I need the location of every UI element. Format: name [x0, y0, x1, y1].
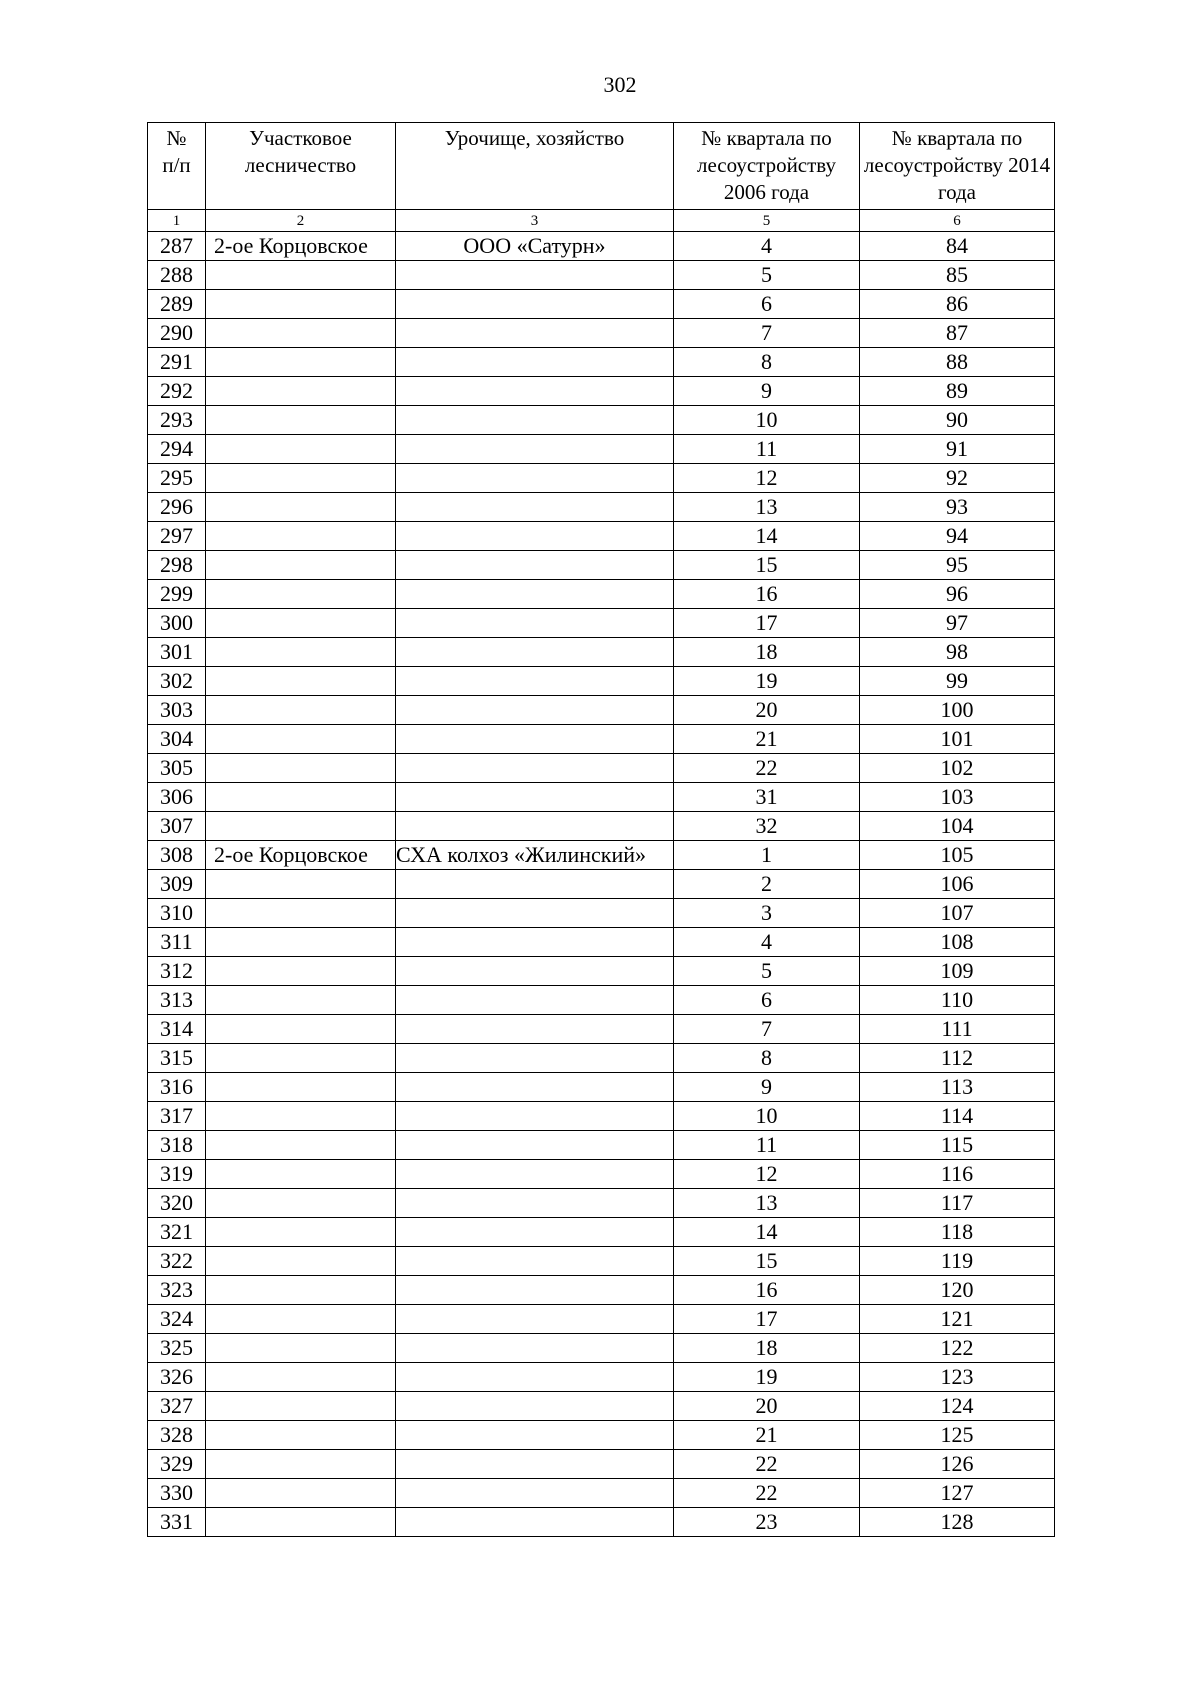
- row-number-cell: 310: [148, 899, 206, 928]
- tract-cell: [396, 580, 674, 609]
- quarter-2006-cell: 18: [674, 638, 860, 667]
- quarter-2014-cell: 103: [860, 783, 1055, 812]
- quarter-2014-cell: 100: [860, 696, 1055, 725]
- quarter-2006-cell: 7: [674, 319, 860, 348]
- tract-cell: [396, 1421, 674, 1450]
- row-number-cell: 323: [148, 1276, 206, 1305]
- tract-cell: [396, 1392, 674, 1421]
- table-row: [148, 522, 1055, 551]
- quarter-2014-cell: 98: [860, 638, 1055, 667]
- tract-cell: [396, 1044, 674, 1073]
- quarter-2014-cell: 88: [860, 348, 1055, 377]
- tract-cell: [396, 261, 674, 290]
- table-row: [148, 435, 1055, 464]
- quarter-2014-cell: 95: [860, 551, 1055, 580]
- row-number-cell: 290: [148, 319, 206, 348]
- quarter-2006-cell: 21: [674, 1421, 860, 1450]
- forestry-cell: [206, 870, 396, 899]
- table-row: [148, 986, 1055, 1015]
- quarter-2006-cell: 15: [674, 551, 860, 580]
- row-number-cell: 300: [148, 609, 206, 638]
- quarter-2014-cell: 125: [860, 1421, 1055, 1450]
- tract-cell: [396, 1218, 674, 1247]
- quarter-2014-cell: 120: [860, 1276, 1055, 1305]
- quarter-2006-cell: 22: [674, 754, 860, 783]
- row-number-cell: 312: [148, 957, 206, 986]
- quarter-2006-cell: 8: [674, 348, 860, 377]
- quarter-2006-cell: 13: [674, 1189, 860, 1218]
- tract-cell: [396, 290, 674, 319]
- tract-cell: СХА колхоз «Жилинский»: [396, 841, 674, 870]
- table-row: [148, 870, 1055, 899]
- row-number-cell: 324: [148, 1305, 206, 1334]
- row-number-cell: 293: [148, 406, 206, 435]
- quarter-2006-cell: 17: [674, 609, 860, 638]
- quarter-2006-cell: 9: [674, 377, 860, 406]
- quarter-2014-cell: 96: [860, 580, 1055, 609]
- row-number-cell: 328: [148, 1421, 206, 1450]
- table-row: [148, 551, 1055, 580]
- quarter-2006-cell: 6: [674, 290, 860, 319]
- tract-cell: [396, 1073, 674, 1102]
- quarter-2014-cell: 118: [860, 1218, 1055, 1247]
- quarter-2014-cell: 110: [860, 986, 1055, 1015]
- forestry-cell: [206, 551, 396, 580]
- forestry-cell: [206, 1189, 396, 1218]
- row-number-cell: 299: [148, 580, 206, 609]
- quarter-2006-cell: 10: [674, 406, 860, 435]
- page-number: 302: [603, 72, 637, 97]
- quarter-2014-cell: 99: [860, 667, 1055, 696]
- table-row: [148, 1015, 1055, 1044]
- header-quarter-2014: № квартала по лесоустройству 2014 года: [860, 123, 1055, 210]
- quarter-2014-cell: 86: [860, 290, 1055, 319]
- quarter-2014-cell: 94: [860, 522, 1055, 551]
- forest-quarters-table: [147, 122, 1055, 1537]
- table-row: [148, 464, 1055, 493]
- quarter-2006-cell: 19: [674, 1363, 860, 1392]
- header-row-number: № п/п: [148, 123, 206, 210]
- quarter-2006-cell: 12: [674, 464, 860, 493]
- forestry-cell: [206, 725, 396, 754]
- tract-cell: [396, 1450, 674, 1479]
- forestry-cell: [206, 261, 396, 290]
- tract-cell: [396, 928, 674, 957]
- quarter-2014-cell: 122: [860, 1334, 1055, 1363]
- forestry-cell: [206, 1102, 396, 1131]
- column-number-row: [148, 210, 1055, 232]
- forestry-cell: [206, 1450, 396, 1479]
- row-number-cell: 288: [148, 261, 206, 290]
- quarter-2006-cell: 19: [674, 667, 860, 696]
- quarter-2006-cell: 31: [674, 783, 860, 812]
- quarter-2006-cell: 17: [674, 1305, 860, 1334]
- quarter-2014-cell: 102: [860, 754, 1055, 783]
- tract-cell: [396, 348, 674, 377]
- row-number-cell: 313: [148, 986, 206, 1015]
- forestry-cell: [206, 1305, 396, 1334]
- row-number-cell: 318: [148, 1131, 206, 1160]
- tract-cell: [396, 783, 674, 812]
- quarter-2014-cell: 124: [860, 1392, 1055, 1421]
- quarter-2006-cell: 5: [674, 261, 860, 290]
- quarter-2014-cell: 114: [860, 1102, 1055, 1131]
- table-row: [148, 1102, 1055, 1131]
- table-row: [148, 261, 1055, 290]
- row-number-cell: 325: [148, 1334, 206, 1363]
- table-row: [148, 1479, 1055, 1508]
- quarter-2006-cell: 8: [674, 1044, 860, 1073]
- tract-cell: [396, 1479, 674, 1508]
- table-row: [148, 754, 1055, 783]
- quarter-2014-cell: 93: [860, 493, 1055, 522]
- forestry-cell: [206, 522, 396, 551]
- forestry-cell: [206, 1421, 396, 1450]
- table-row: [148, 899, 1055, 928]
- row-number-cell: 320: [148, 1189, 206, 1218]
- row-number-cell: 327: [148, 1392, 206, 1421]
- quarter-2014-cell: 89: [860, 377, 1055, 406]
- quarter-2006-cell: 16: [674, 1276, 860, 1305]
- row-number-cell: 309: [148, 870, 206, 899]
- row-number-cell: 294: [148, 435, 206, 464]
- column-number: 5: [674, 210, 860, 232]
- row-number-cell: 304: [148, 725, 206, 754]
- tract-cell: [396, 1102, 674, 1131]
- table-row: [148, 1450, 1055, 1479]
- row-number-cell: 292: [148, 377, 206, 406]
- tract-cell: [396, 667, 674, 696]
- forestry-cell: [206, 667, 396, 696]
- table-row: [148, 638, 1055, 667]
- header-quarter-2006: № квартала по лесоустройству 2006 года: [674, 123, 860, 210]
- quarter-2014-cell: 116: [860, 1160, 1055, 1189]
- table-row: [148, 957, 1055, 986]
- table-row: [148, 1218, 1055, 1247]
- row-number-cell: 322: [148, 1247, 206, 1276]
- quarter-2006-cell: 14: [674, 522, 860, 551]
- tract-cell: [396, 406, 674, 435]
- row-number-cell: 314: [148, 1015, 206, 1044]
- table-row: [148, 1131, 1055, 1160]
- quarter-2006-cell: 5: [674, 957, 860, 986]
- table-row: [148, 348, 1055, 377]
- quarter-2006-cell: 3: [674, 899, 860, 928]
- quarter-2014-cell: 121: [860, 1305, 1055, 1334]
- row-number-cell: 287: [148, 232, 206, 261]
- forestry-cell: [206, 696, 396, 725]
- row-number-cell: 308: [148, 841, 206, 870]
- row-number-cell: 317: [148, 1102, 206, 1131]
- row-number-cell: 301: [148, 638, 206, 667]
- row-number-cell: 329: [148, 1450, 206, 1479]
- quarter-2006-cell: 11: [674, 435, 860, 464]
- row-number-cell: 321: [148, 1218, 206, 1247]
- quarter-2014-cell: 112: [860, 1044, 1055, 1073]
- row-number-cell: 315: [148, 1044, 206, 1073]
- forestry-cell: 2-ое Корцовское: [206, 232, 396, 261]
- quarter-2006-cell: 15: [674, 1247, 860, 1276]
- tract-cell: [396, 1305, 674, 1334]
- forestry-cell: [206, 1247, 396, 1276]
- quarter-2006-cell: 13: [674, 493, 860, 522]
- forestry-cell: [206, 957, 396, 986]
- row-number-cell: 316: [148, 1073, 206, 1102]
- table-row: [148, 812, 1055, 841]
- column-number: 6: [860, 210, 1055, 232]
- forestry-cell: [206, 1218, 396, 1247]
- row-number-cell: 305: [148, 754, 206, 783]
- tract-cell: [396, 957, 674, 986]
- tract-cell: ООО «Сатурн»: [396, 232, 674, 261]
- row-number-cell: 319: [148, 1160, 206, 1189]
- forestry-cell: [206, 899, 396, 928]
- quarter-2014-cell: 119: [860, 1247, 1055, 1276]
- table-row: [148, 1189, 1055, 1218]
- quarter-2014-cell: 109: [860, 957, 1055, 986]
- table-row: [148, 1276, 1055, 1305]
- tract-cell: [396, 1276, 674, 1305]
- quarter-2014-cell: 107: [860, 899, 1055, 928]
- table-row: [148, 1044, 1055, 1073]
- table-row: [148, 696, 1055, 725]
- row-number-cell: 331: [148, 1508, 206, 1537]
- table-row: [148, 1421, 1055, 1450]
- column-number: 3: [396, 210, 674, 232]
- tract-cell: [396, 319, 674, 348]
- forestry-cell: [206, 580, 396, 609]
- forestry-cell: [206, 1479, 396, 1508]
- quarter-2014-cell: 101: [860, 725, 1055, 754]
- column-number: 1: [148, 210, 206, 232]
- row-number-cell: 289: [148, 290, 206, 319]
- quarter-2006-cell: 20: [674, 1392, 860, 1421]
- row-number-cell: 330: [148, 1479, 206, 1508]
- tract-cell: [396, 609, 674, 638]
- quarter-2014-cell: 105: [860, 841, 1055, 870]
- forestry-cell: [206, 1015, 396, 1044]
- table-body: [148, 232, 1055, 1537]
- header-tract: Урочище, хозяйство: [396, 123, 674, 210]
- table-row: [148, 1247, 1055, 1276]
- tract-cell: [396, 522, 674, 551]
- forestry-cell: [206, 638, 396, 667]
- tract-cell: [396, 638, 674, 667]
- forestry-cell: [206, 1508, 396, 1537]
- quarter-2006-cell: 22: [674, 1450, 860, 1479]
- row-number-cell: 302: [148, 667, 206, 696]
- quarter-2014-cell: 113: [860, 1073, 1055, 1102]
- tract-cell: [396, 1247, 674, 1276]
- tract-cell: [396, 812, 674, 841]
- quarter-2014-cell: 87: [860, 319, 1055, 348]
- tract-cell: [396, 1131, 674, 1160]
- tract-cell: [396, 1160, 674, 1189]
- quarter-2006-cell: 4: [674, 232, 860, 261]
- tract-cell: [396, 899, 674, 928]
- table-row: [148, 377, 1055, 406]
- quarter-2006-cell: 22: [674, 1479, 860, 1508]
- tract-cell: [396, 754, 674, 783]
- tract-cell: [396, 725, 674, 754]
- quarter-2014-cell: 104: [860, 812, 1055, 841]
- table-row: [148, 1305, 1055, 1334]
- quarter-2014-cell: 90: [860, 406, 1055, 435]
- table-row: [148, 1392, 1055, 1421]
- row-number-cell: 297: [148, 522, 206, 551]
- table-row: [148, 232, 1055, 261]
- row-number-cell: 311: [148, 928, 206, 957]
- tract-cell: [396, 1334, 674, 1363]
- table-row: [148, 725, 1055, 754]
- row-number-cell: 306: [148, 783, 206, 812]
- header-forestry: Участковое лесничество: [206, 123, 396, 210]
- quarter-2014-cell: 127: [860, 1479, 1055, 1508]
- table-row: [148, 1508, 1055, 1537]
- quarter-2014-cell: 115: [860, 1131, 1055, 1160]
- table-header-row: [148, 123, 1055, 210]
- quarter-2006-cell: 20: [674, 696, 860, 725]
- quarter-2006-cell: 6: [674, 986, 860, 1015]
- table-row: [148, 406, 1055, 435]
- forestry-cell: [206, 1073, 396, 1102]
- table-row: [148, 319, 1055, 348]
- tract-cell: [396, 377, 674, 406]
- forestry-cell: [206, 290, 396, 319]
- forestry-cell: [206, 1392, 396, 1421]
- quarter-2014-cell: 97: [860, 609, 1055, 638]
- table-row: [148, 928, 1055, 957]
- quarter-2006-cell: 21: [674, 725, 860, 754]
- quarter-2014-cell: 111: [860, 1015, 1055, 1044]
- quarter-2006-cell: 16: [674, 580, 860, 609]
- table-row: [148, 1073, 1055, 1102]
- forestry-cell: 2-ое Корцовское: [206, 841, 396, 870]
- tract-cell: [396, 435, 674, 464]
- tract-cell: [396, 1363, 674, 1392]
- row-number-cell: 326: [148, 1363, 206, 1392]
- table-row: [148, 290, 1055, 319]
- quarter-2006-cell: 9: [674, 1073, 860, 1102]
- forestry-cell: [206, 812, 396, 841]
- forestry-cell: [206, 377, 396, 406]
- quarter-2006-cell: 1: [674, 841, 860, 870]
- quarter-2006-cell: 14: [674, 1218, 860, 1247]
- quarter-2014-cell: 128: [860, 1508, 1055, 1537]
- column-number: 2: [206, 210, 396, 232]
- table-row: [148, 1334, 1055, 1363]
- forestry-cell: [206, 1363, 396, 1392]
- table-row: [148, 783, 1055, 812]
- forestry-cell: [206, 435, 396, 464]
- table-row: [148, 580, 1055, 609]
- quarter-2006-cell: 2: [674, 870, 860, 899]
- row-number-cell: 296: [148, 493, 206, 522]
- quarter-2014-cell: 91: [860, 435, 1055, 464]
- forestry-cell: [206, 464, 396, 493]
- tract-cell: [396, 1015, 674, 1044]
- quarter-2014-cell: 85: [860, 261, 1055, 290]
- quarter-2014-cell: 92: [860, 464, 1055, 493]
- forestry-cell: [206, 754, 396, 783]
- forestry-cell: [206, 1131, 396, 1160]
- forestry-cell: [206, 493, 396, 522]
- tract-cell: [396, 870, 674, 899]
- row-number-cell: 303: [148, 696, 206, 725]
- forestry-cell: [206, 1334, 396, 1363]
- forestry-cell: [206, 928, 396, 957]
- forestry-cell: [206, 986, 396, 1015]
- quarter-2006-cell: 32: [674, 812, 860, 841]
- quarter-2006-cell: 7: [674, 1015, 860, 1044]
- row-number-cell: 298: [148, 551, 206, 580]
- quarter-2014-cell: 117: [860, 1189, 1055, 1218]
- table-row: [148, 1160, 1055, 1189]
- tract-cell: [396, 1189, 674, 1218]
- tract-cell: [396, 464, 674, 493]
- forestry-cell: [206, 319, 396, 348]
- quarter-2006-cell: 18: [674, 1334, 860, 1363]
- quarter-2014-cell: 123: [860, 1363, 1055, 1392]
- table-row: [148, 609, 1055, 638]
- row-number-cell: 295: [148, 464, 206, 493]
- quarter-2014-cell: 106: [860, 870, 1055, 899]
- table-row: [148, 1363, 1055, 1392]
- quarter-2006-cell: 11: [674, 1131, 860, 1160]
- tract-cell: [396, 1508, 674, 1537]
- forestry-cell: [206, 1044, 396, 1073]
- table-row: [148, 493, 1055, 522]
- tract-cell: [396, 696, 674, 725]
- quarter-2014-cell: 126: [860, 1450, 1055, 1479]
- quarter-2014-cell: 84: [860, 232, 1055, 261]
- forestry-cell: [206, 1276, 396, 1305]
- tract-cell: [396, 493, 674, 522]
- table-row: [148, 841, 1055, 870]
- table-row: [148, 667, 1055, 696]
- quarter-2006-cell: 10: [674, 1102, 860, 1131]
- quarter-2006-cell: 23: [674, 1508, 860, 1537]
- tract-cell: [396, 986, 674, 1015]
- forestry-cell: [206, 783, 396, 812]
- forestry-cell: [206, 609, 396, 638]
- quarter-2006-cell: 12: [674, 1160, 860, 1189]
- forestry-cell: [206, 348, 396, 377]
- forestry-cell: [206, 406, 396, 435]
- tract-cell: [396, 551, 674, 580]
- quarter-2006-cell: 4: [674, 928, 860, 957]
- forestry-cell: [206, 1160, 396, 1189]
- row-number-cell: 307: [148, 812, 206, 841]
- row-number-cell: 291: [148, 348, 206, 377]
- quarter-2014-cell: 108: [860, 928, 1055, 957]
